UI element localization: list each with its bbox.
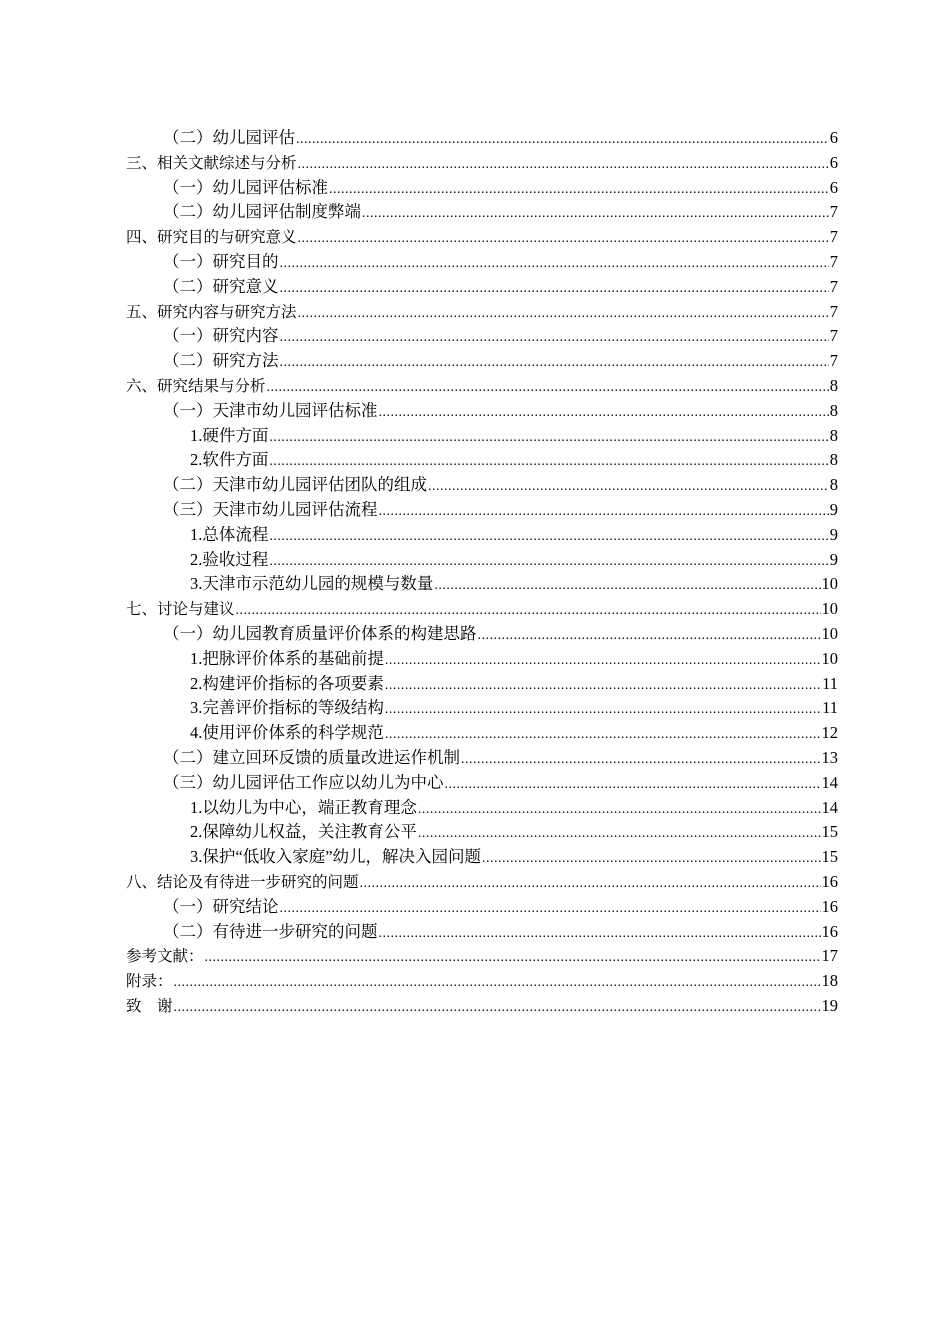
toc-entry-title: （一）幼儿园评估标准 <box>163 177 328 197</box>
toc-entry-title: 3.天津市示范幼儿园的规模与数量 <box>190 574 434 594</box>
toc-entry[interactable] <box>126 572 838 597</box>
toc-entry[interactable] <box>126 845 838 870</box>
toc-entry-page-number: 19 <box>821 995 838 1015</box>
toc-entry[interactable] <box>126 324 838 349</box>
toc-leader-dots <box>269 426 828 451</box>
toc-entry-title: 1.以幼儿为中心，端正教育理念 <box>190 797 417 817</box>
toc-entry[interactable] <box>126 424 838 449</box>
toc-entry[interactable] <box>126 796 838 821</box>
toc-entry-title: 四、研究目的与研究意义 <box>126 228 297 247</box>
toc-entry[interactable] <box>126 300 838 325</box>
toc-entry-title: （二）有待进一步研究的问题 <box>163 921 378 941</box>
toc-leader-dots <box>418 798 821 823</box>
toc-entry-page-number: 8 <box>829 375 838 395</box>
toc-entry-title: 1.把脉评价体系的基础前提 <box>190 648 384 668</box>
toc-leader-dots <box>296 128 829 153</box>
toc-leader-dots <box>174 971 821 996</box>
toc-entry[interactable] <box>126 870 838 895</box>
toc-entry-title: 3.完善评价指标的等级结构 <box>190 698 384 718</box>
toc-entry[interactable] <box>126 200 838 225</box>
toc-entry-title: 参考文献： <box>126 947 204 966</box>
toc-entry-title: 七、讨论与建议 <box>126 600 235 619</box>
toc-entry-page-number: 6 <box>829 128 838 147</box>
toc-entry[interactable] <box>126 523 838 548</box>
toc-entry-title: （三）幼儿园评估工作应以幼儿为中心 <box>163 772 444 792</box>
toc-entry-page-number: 7 <box>829 351 838 371</box>
toc-entry-page-number: 18 <box>821 971 838 991</box>
toc-entry-page-number: 15 <box>821 847 838 867</box>
toc-entry[interactable] <box>126 920 838 945</box>
toc-leader-dots <box>385 674 821 699</box>
toc-entry-page-number: 7 <box>829 326 838 346</box>
toc-entry[interactable] <box>126 696 838 721</box>
toc-entry-page-number: 8 <box>829 450 838 470</box>
toc-leader-dots <box>280 326 829 351</box>
toc-entry-page-number: 8 <box>829 425 838 445</box>
toc-entry-page-number: 6 <box>829 152 838 172</box>
toc-entry-page-number: 7 <box>829 227 838 247</box>
toc-leader-dots <box>385 649 821 674</box>
toc-entry-page-number: 14 <box>821 772 838 792</box>
toc-entry[interactable] <box>126 944 838 969</box>
toc-entry-page-number: 10 <box>821 599 838 619</box>
toc-leader-dots <box>298 302 829 327</box>
toc-entry-page-number: 10 <box>821 648 838 668</box>
toc-entry[interactable] <box>126 672 838 697</box>
toc-entry-title: （二）研究方法 <box>163 351 279 371</box>
toc-entry-page-number: 9 <box>829 499 838 519</box>
toc-entry-page-number: 8 <box>829 400 838 420</box>
toc-entry[interactable] <box>126 597 838 622</box>
toc-entry[interactable] <box>126 994 838 1019</box>
toc-leader-dots <box>267 376 829 401</box>
toc-entry-title: 八、结论及有待进一步研究的问题 <box>126 872 359 891</box>
toc-leader-dots <box>269 525 828 550</box>
toc-entry-page-number: 17 <box>821 946 838 966</box>
toc-leader-dots <box>385 698 821 723</box>
toc-leader-dots <box>298 227 829 252</box>
toc-entry-page-number: 11 <box>822 673 838 693</box>
toc-entry-title: 三、相关文献综述与分析 <box>126 153 297 172</box>
toc-leader-dots <box>280 897 821 922</box>
toc-leader-dots <box>418 822 821 847</box>
toc-entry-page-number: 7 <box>829 301 838 321</box>
toc-entry-title: 3.保护“低收入家庭”幼儿，解决入园问题 <box>190 847 482 867</box>
toc-leader-dots <box>236 599 821 624</box>
toc-leader-dots <box>434 574 820 599</box>
toc-entry-title: （一）研究内容 <box>163 326 279 346</box>
toc-entry-page-number: 7 <box>829 276 838 296</box>
toc-entry-page-number: 9 <box>829 524 838 544</box>
toc-entry[interactable] <box>126 225 838 250</box>
toc-leader-dots <box>360 872 821 897</box>
toc-leader-dots <box>280 252 829 277</box>
toc-entry-title: （二）天津市幼儿园评估团队的组成 <box>163 475 427 495</box>
toc-entry-page-number: 11 <box>822 698 838 718</box>
toc-entry[interactable] <box>126 622 838 647</box>
toc-entry[interactable] <box>126 548 838 573</box>
toc-entry[interactable] <box>126 721 838 746</box>
toc-leader-dots <box>298 153 829 178</box>
toc-leader-dots <box>205 946 821 971</box>
toc-entry[interactable] <box>126 820 838 845</box>
toc-entry-title: （二）幼儿园评估制度弊端 <box>163 202 361 222</box>
toc-entry-page-number: 14 <box>821 797 838 817</box>
toc-entry-page-number: 15 <box>821 822 838 842</box>
toc-entry-title: 2.软件方面 <box>190 450 269 470</box>
toc-entry[interactable] <box>126 374 838 399</box>
toc-entry-title: 4.使用评价体系的科学规范 <box>190 723 384 743</box>
toc-entry-page-number: 13 <box>821 747 838 767</box>
toc-entry[interactable] <box>126 151 838 176</box>
toc-entry-page-number: 10 <box>821 574 838 594</box>
toc-entry[interactable] <box>126 895 838 920</box>
toc-entry[interactable] <box>126 771 838 796</box>
toc-leader-dots <box>174 996 821 1021</box>
toc-entry-page-number: 8 <box>829 475 838 495</box>
toc-leader-dots <box>269 450 828 475</box>
toc-entry-title: （三）天津市幼儿园评估流程 <box>163 499 378 519</box>
toc-leader-dots <box>478 624 821 649</box>
toc-entry-page-number: 7 <box>829 251 838 271</box>
toc-entry-title: 致 谢 <box>126 996 173 1015</box>
toc-leader-dots <box>269 550 828 575</box>
toc-entry-title: （一）研究目的 <box>163 251 279 271</box>
toc-entry-title: （一）幼儿园教育质量评价体系的构建思路 <box>163 623 477 643</box>
toc-entry-title: （一）天津市幼儿园评估标准 <box>163 400 378 420</box>
toc-leader-dots <box>428 475 829 500</box>
toc-leader-dots <box>280 277 829 302</box>
toc-entry-page-number: 6 <box>829 177 838 197</box>
toc-leader-dots <box>329 178 829 203</box>
toc-entry[interactable] <box>126 969 838 994</box>
toc-entry-page-number: 12 <box>821 723 838 743</box>
toc-entry-page-number: 10 <box>821 623 838 643</box>
toc-entry[interactable] <box>126 473 838 498</box>
toc-entry-title: （二）建立回环反馈的质量改进运作机制 <box>163 747 460 767</box>
toc-leader-dots <box>482 847 820 872</box>
toc-leader-dots <box>385 723 821 748</box>
toc-leader-dots <box>362 202 829 227</box>
toc-entry[interactable] <box>126 498 838 523</box>
toc-entry-title: 附录： <box>126 972 173 991</box>
toc-entry-title: （一）研究结论 <box>163 896 279 916</box>
toc-entry-page-number: 16 <box>821 871 838 891</box>
toc-entry-page-number: 7 <box>829 202 838 222</box>
toc-entry-page-number: 16 <box>821 896 838 916</box>
toc-entry-title: （二）幼儿园评估 <box>163 128 295 147</box>
toc-entry[interactable] <box>126 250 838 275</box>
toc-entry[interactable] <box>126 399 838 424</box>
toc-leader-dots <box>445 773 821 798</box>
toc-entry[interactable] <box>126 647 838 672</box>
toc-leader-dots <box>461 748 821 773</box>
toc-entry-title: 2.验收过程 <box>190 549 269 569</box>
toc-entry-title: 1.硬件方面 <box>190 425 269 445</box>
toc-entry-title: 1.总体流程 <box>190 524 269 544</box>
table-of-contents <box>126 126 838 1019</box>
toc-entry[interactable] <box>126 746 838 771</box>
toc-entry[interactable] <box>126 126 838 151</box>
toc-entry[interactable] <box>126 448 838 473</box>
toc-entry-title: 2.保障幼儿权益，关注教育公平 <box>190 822 417 842</box>
toc-entry-title: 六、研究结果与分析 <box>126 376 266 395</box>
toc-entry-page-number: 16 <box>821 921 838 941</box>
toc-entry-title: 五、研究内容与研究方法 <box>126 302 297 321</box>
toc-entry-title: （二）研究意义 <box>163 276 279 296</box>
toc-leader-dots <box>379 500 829 525</box>
toc-leader-dots <box>280 351 829 376</box>
toc-leader-dots <box>379 922 821 947</box>
toc-leader-dots <box>379 401 829 426</box>
toc-entry[interactable] <box>126 176 838 201</box>
toc-entry[interactable] <box>126 349 838 374</box>
toc-entry-page-number: 9 <box>829 549 838 569</box>
toc-entry-title: 2.构建评价指标的各项要素 <box>190 673 384 693</box>
toc-entry[interactable] <box>126 275 838 300</box>
